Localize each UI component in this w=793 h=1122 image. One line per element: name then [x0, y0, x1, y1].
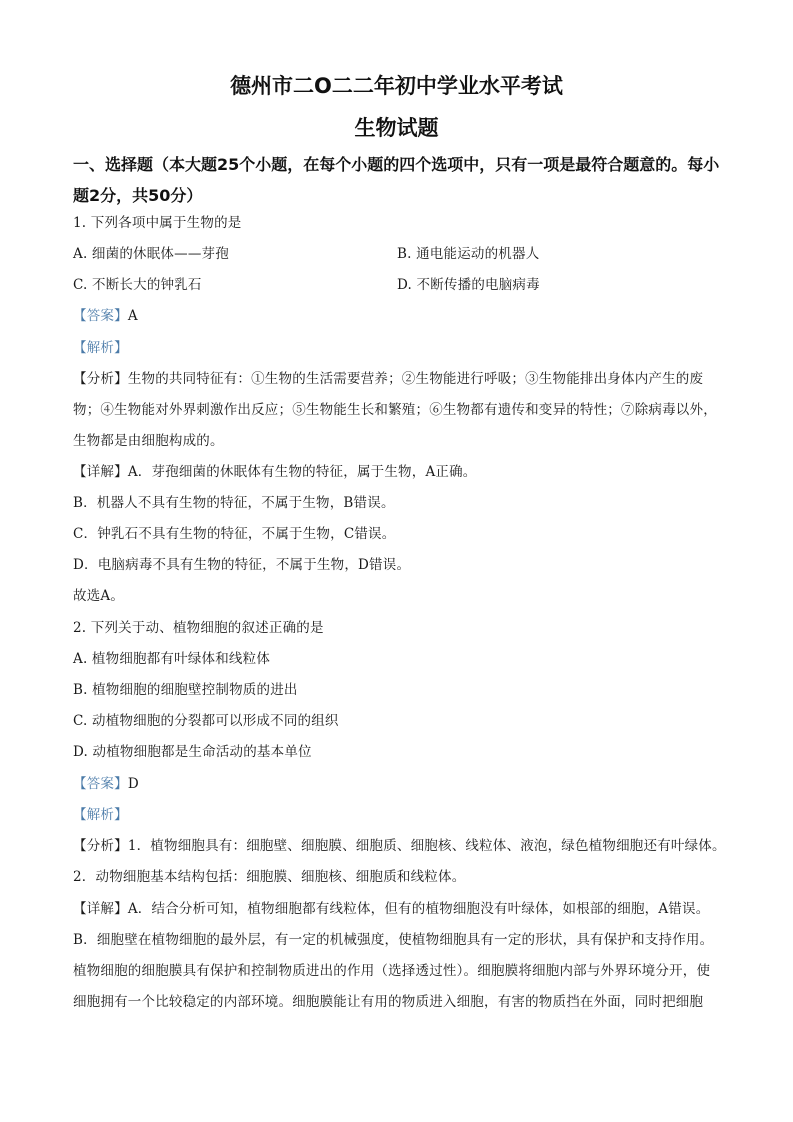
q1-stem: 1. 下列各项中属于生物的是	[73, 215, 242, 231]
q1-xiangjie-line1	[73, 463, 733, 481]
q1-answer	[73, 307, 733, 325]
fenxi-text: 生物的共同特征有：①生物的生活需要营养；②生物能进行呼吸；③生物能排出身体内产生的废	[127, 371, 704, 387]
q1-option-c: C. 不断长大的钟乳石	[73, 277, 202, 293]
q2-answer-value: D	[127, 776, 139, 792]
fenxi-text: 1．植物细胞具有：细胞壁、细胞膜、细胞质、细胞核、线粒体、液泡，绿色植物细胞还有叶绿体。	[127, 838, 726, 854]
section-heading-line2: 题2分，共50分）	[73, 186, 203, 205]
q1-option-b: B. 通电能运动的机器人	[397, 246, 540, 262]
exam-subtitle: 生物试题	[354, 116, 439, 140]
exam-title: 德州市二O二二年初中学业水平考试	[230, 74, 563, 98]
xiangjie-text: A．结合分析可知，植物细胞都有线粒体，但有的植物细胞没有叶绿体，如根部的细胞，A错误。	[127, 901, 710, 917]
q2-option-a: A. 植物细胞都有叶绿体和线粒体	[73, 651, 271, 667]
fenxi-label: 【分析】	[73, 371, 128, 387]
q2-xiangjie-line2: B．细胞壁在植物细胞的最外层，有一定的机械强度，使植物细胞具有一定的形状，具有保护和支持作用。	[73, 932, 714, 948]
q1-analysis-label	[73, 339, 733, 357]
fenxi-label: 【分析】	[73, 838, 128, 854]
xiangjie-label: 【详解】	[73, 901, 128, 917]
q2-option-b: B. 植物细胞的细胞壁控制物质的进出	[73, 682, 298, 698]
analysis-label: 【解析】	[73, 807, 128, 823]
q1-fenxi-line1	[73, 370, 733, 388]
q2-xiangjie-line1	[73, 900, 733, 918]
q2-xiangjie-line4: 细胞拥有一个比较稳定的内部环境。细胞膜能让有用的物质进入细胞，有害的物质挡在外面，同时把细胞	[73, 994, 704, 1010]
q2-xiangjie-line3: 植物细胞的细胞膜具有保护和控制物质进出的作用（选择透过性）。细胞膜将细胞内部与外界环境分开，使	[73, 963, 711, 979]
q2-fenxi-line2: 2．动物细胞基本结构包括：细胞膜、细胞核、细胞质和线粒体。	[73, 869, 466, 885]
answer-label: 【答案】	[73, 308, 128, 324]
q2-option-d: D. 动植物细胞都是生命活动的基本单位	[73, 744, 312, 760]
q2-analysis-label	[73, 806, 733, 824]
q2-fenxi-line1	[73, 837, 733, 855]
q1-xiangjie-line4: D．电脑病毒不具有生物的特征，不属于生物，D错误。	[73, 557, 411, 573]
q2-answer	[73, 775, 733, 793]
xiangjie-text: A．芽孢细菌的休眠体有生物的特征，属于生物，A正确。	[127, 464, 477, 480]
q1-answer-value: A	[127, 308, 138, 324]
analysis-label: 【解析】	[73, 340, 128, 356]
q2-stem: 2. 下列关于动、植物细胞的叙述正确的是	[73, 620, 324, 636]
q1-option-a: A. 细菌的休眠体——芽孢	[73, 246, 229, 262]
q1-xiangjie-line3: C．钟乳石不具有生物的特征，不属于生物，C错误。	[73, 526, 396, 542]
q1-conclusion: 故选A。	[73, 588, 125, 604]
xiangjie-label: 【详解】	[73, 464, 128, 480]
section-heading-line1: 一、选择题（本大题25个小题，在每个小题的四个选项中，只有一项是最符合题意的。每小	[73, 155, 720, 174]
q1-xiangjie-line2: B．机器人不具有生物的特征，不属于生物，B错误。	[73, 495, 395, 511]
q1-fenxi-line2: 物；④生物能对外界刺激作出反应；⑤生物能生长和繁殖；⑥生物都有遗传和变异的特性；⑦除病毒以外，	[73, 402, 717, 418]
q1-option-d: D. 不断传播的电脑病毒	[397, 277, 540, 293]
answer-label: 【答案】	[73, 776, 128, 792]
q1-fenxi-line3: 生物都是由细胞构成的。	[73, 433, 224, 449]
q2-option-c: C. 动植物细胞的分裂都可以形成不同的组织	[73, 713, 339, 729]
